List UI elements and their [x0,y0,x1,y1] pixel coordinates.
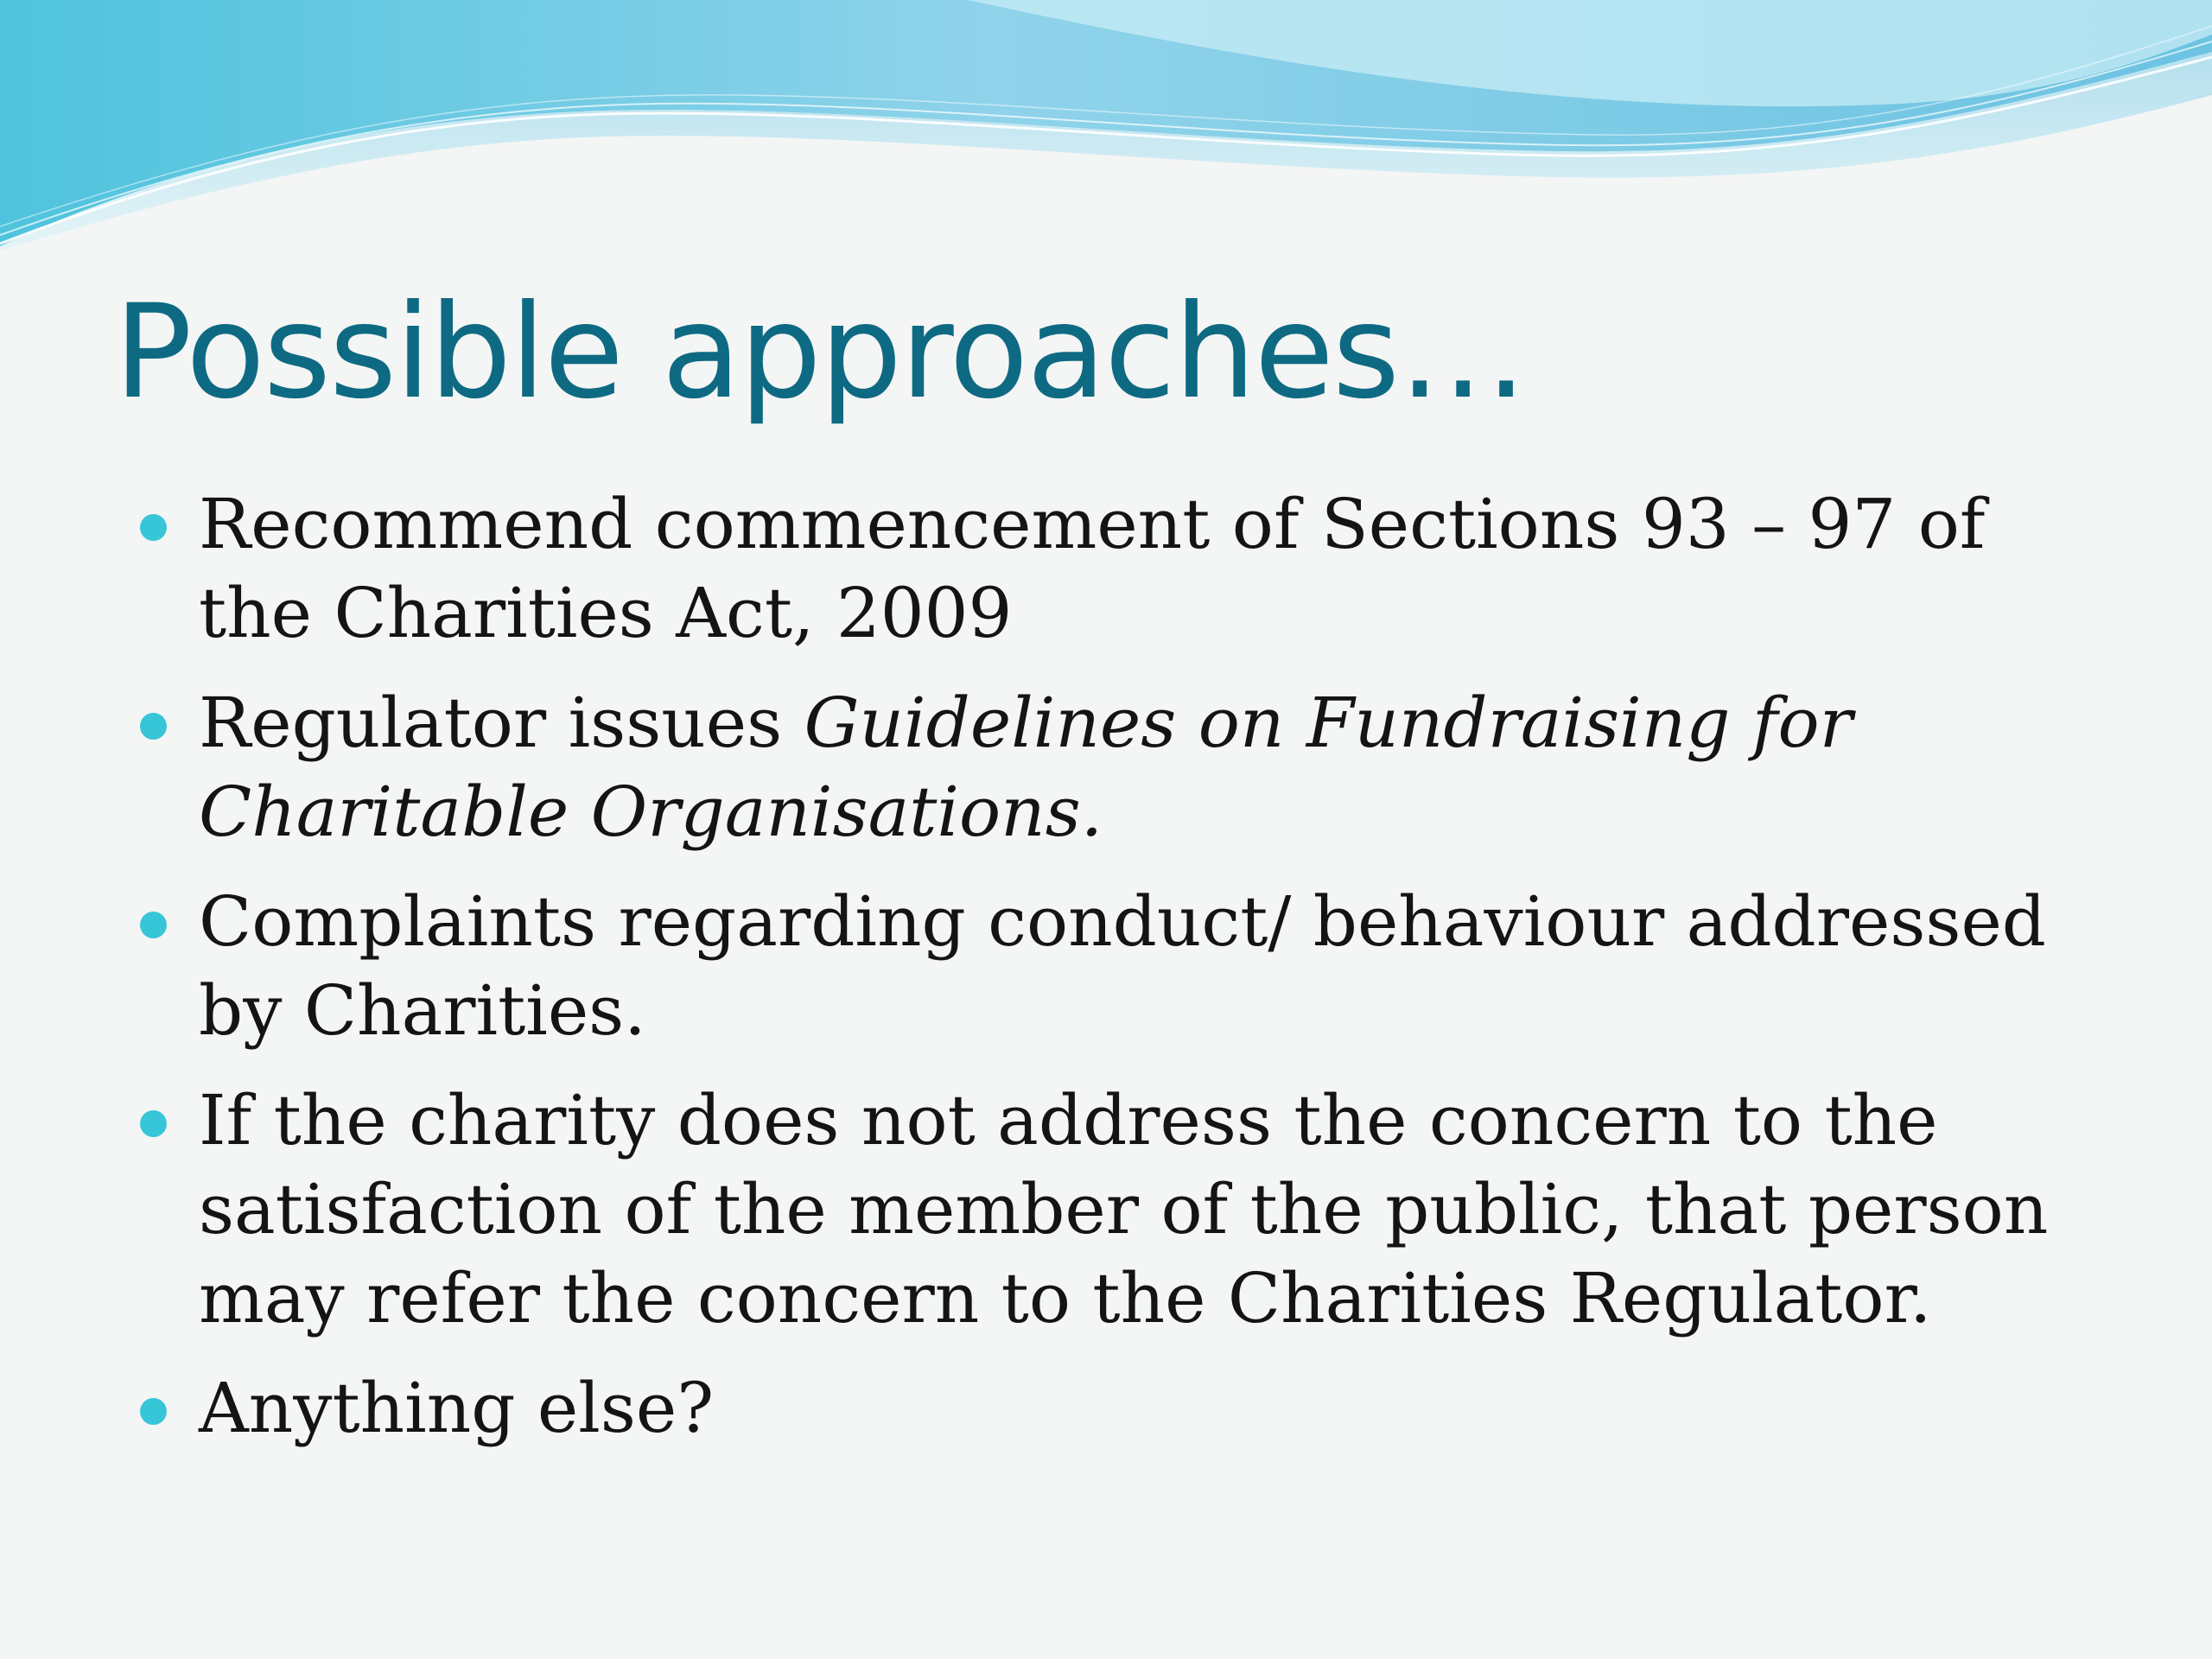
wave-banner-icon [0,0,2212,259]
bullet-item [140,877,2093,1055]
bullet-dot-icon [140,1398,167,1425]
bullet-text: Recommend commencement of Sections 93 – 97 of the Charities Act, 2009 [199,484,1986,653]
bullet-item [140,480,2093,658]
bullet-item [140,678,2093,856]
slide-title: Possible approaches… [114,277,1527,428]
bullet-text: Complaints regarding conduct/ behaviour addressed by Charities. [199,881,2047,1051]
guidelines-title: Guidelines on Fundraising for Charitable Organisations. [199,683,1853,852]
bullet-dot-icon [140,514,167,541]
bullet-text: Regulator issues [199,683,804,763]
bullet-item [140,1076,2093,1343]
bullet-dot-icon [140,1110,167,1137]
bullet-item [140,1363,2093,1452]
bullet-dot-icon [140,912,167,938]
bullet-list [140,480,2093,1473]
bullet-text: If the charity does not address the concern to the satisfaction of the member of the public, that person may refer the concern to the Charities Regulator. [199,1080,2049,1338]
bullet-dot-icon [140,713,167,740]
bullet-text: Anything else? [199,1368,715,1448]
